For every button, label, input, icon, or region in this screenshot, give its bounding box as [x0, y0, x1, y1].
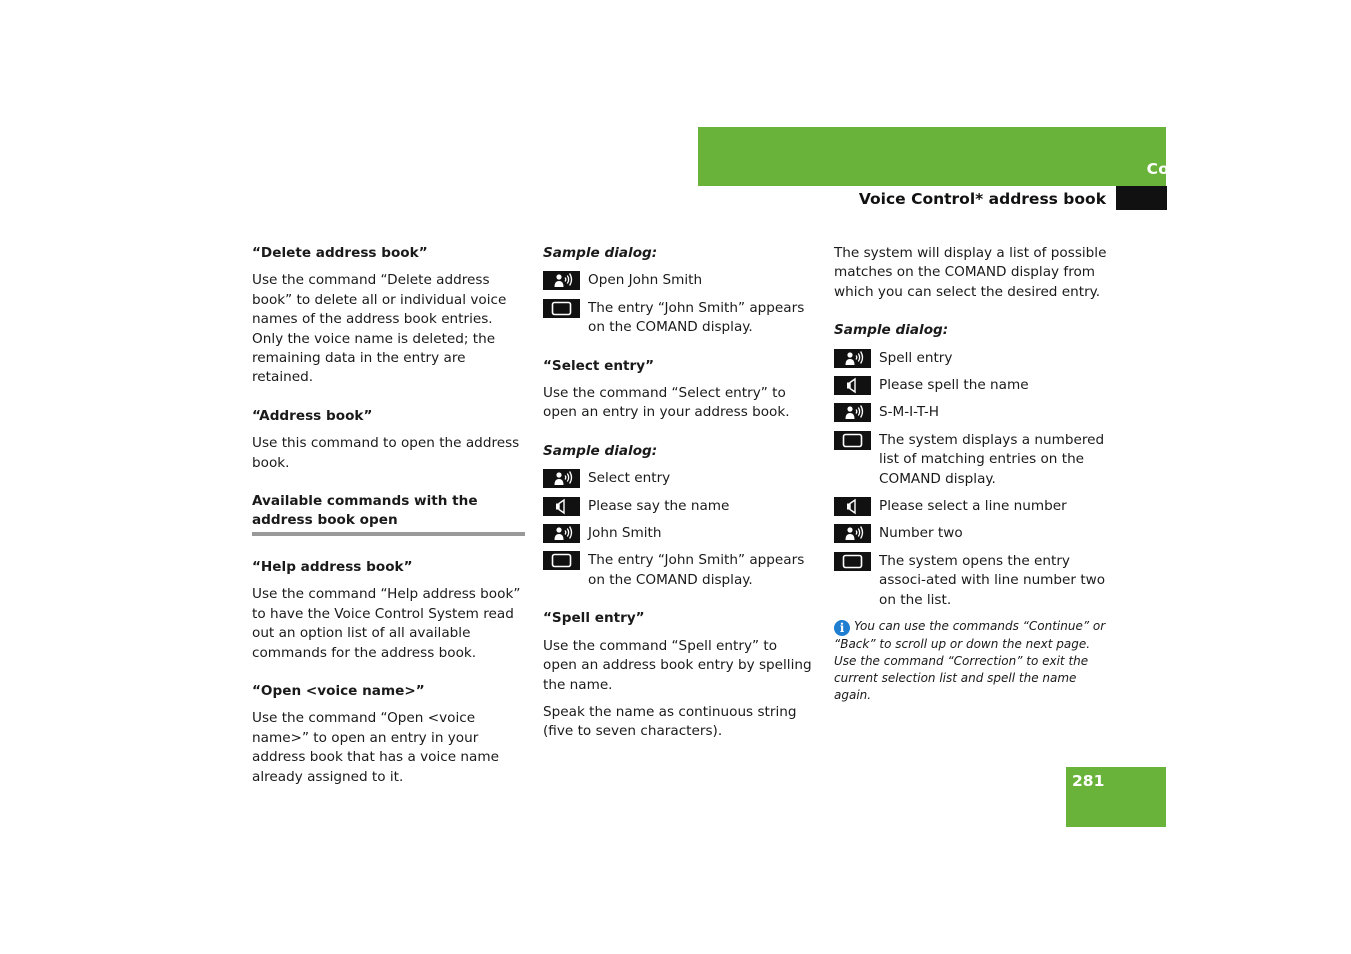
- paragraph-delete-address-book: Use the command “Delete address book” to delete all or individual voice names of the address book entries. Only the voice name is deleted; the remaining data in the entry are retained.: [252, 272, 507, 386]
- dialog-step: [834, 403, 1109, 422]
- paragraph-open-voice-name: Use the command “Open <voice name>” to open an entry in your address book that has a voice name already assigned to it.: [252, 710, 499, 785]
- info-note-text: You can use the commands “Continue” or “Back” to scroll up or down the next page. Use the command “Correction” to exit the current selection list and spell the name again.: [834, 619, 1106, 703]
- dialog-step-text: Open John Smith: [588, 272, 703, 289]
- dialog-step-text: Please say the name: [588, 497, 730, 514]
- dialog-step: [834, 497, 1109, 516]
- column-2: [543, 244, 815, 750]
- paragraph-spell-continuous: Speak the name as continuous string (five to seven characters).: [543, 703, 797, 740]
- info-icon: i: [834, 620, 850, 636]
- dialog-step-text: Please select a line number: [879, 498, 1067, 515]
- column-3: [834, 244, 1109, 704]
- speaking-person-icon: [543, 469, 580, 488]
- dialog-step-text: The entry “John Smith” appears on the COMAND display.: [588, 299, 805, 336]
- subsection-title: Voice Control* address book: [858, 190, 1106, 208]
- paragraph-help-address-book: Use the command “Help address book” to have the Voice Control System read out an option list of all available commands for the address book.: [252, 586, 521, 661]
- info-note: [834, 618, 1109, 704]
- speaking-person-icon: [834, 524, 871, 543]
- dialog-step-text: The system opens the entry associ-ated with line number two on the list.: [879, 552, 1106, 608]
- dialog-list: [543, 271, 815, 337]
- dialog-step-text: Select entry: [588, 470, 671, 487]
- dialog-step-text: Spell entry: [879, 349, 953, 366]
- heading-select-entry: “Select entry”: [543, 357, 655, 374]
- header-green-bar: [698, 127, 1166, 186]
- paragraph-list-intro: The system will display a list of possible matches on the COMAND display from which you can select the desired entry.: [834, 245, 1107, 300]
- heading-delete-address-book: “Delete address book”: [252, 245, 428, 261]
- heading-open-voice-name: “Open <voice name>”: [252, 682, 425, 699]
- dialog-step: [543, 551, 815, 590]
- dialog-step: [834, 552, 1109, 610]
- display-icon: [834, 552, 871, 571]
- heading-help-address-book: “Help address book”: [252, 558, 413, 575]
- speaker-icon: [543, 497, 580, 516]
- page-number-box: [1066, 767, 1166, 827]
- dialog-step-text: S-M-I-T-H: [879, 404, 940, 421]
- dialog-step: [834, 524, 1109, 543]
- paragraph-spell-entry: Use the command “Spell entry” to open an address book entry by spelling the name.: [543, 637, 812, 693]
- heading-available-commands: Available commands with the address book open: [252, 492, 525, 536]
- dialog-step: [543, 497, 815, 516]
- dialog-step-text: Number two: [879, 525, 963, 542]
- display-icon: [834, 431, 871, 450]
- speaking-person-icon: [543, 524, 580, 543]
- dialog-step: [543, 299, 815, 338]
- sample-dialog-label: Sample dialog:: [543, 245, 658, 261]
- dialog-step: [543, 271, 815, 290]
- speaker-icon: [834, 497, 871, 516]
- sample-dialog-label: Sample dialog:: [834, 322, 949, 339]
- dialog-step: [543, 469, 815, 488]
- section-title: Control systems: [1146, 160, 1291, 178]
- speaking-person-icon: [834, 403, 871, 422]
- dialog-step: [834, 431, 1109, 489]
- dialog-list: [543, 469, 815, 590]
- paragraph-select-entry: Use the command “Select entry” to open an entry in your address book.: [543, 385, 790, 421]
- dialog-step-text: Please spell the name: [879, 377, 1029, 394]
- sample-dialog-label: Sample dialog:: [543, 442, 658, 459]
- dialog-list: [834, 349, 1109, 610]
- page-number: 281: [1072, 772, 1105, 790]
- display-icon: [543, 299, 580, 318]
- dialog-step: [834, 349, 1109, 368]
- dialog-step-text: John Smith: [588, 525, 662, 542]
- header-black-tab: [1116, 186, 1167, 210]
- display-icon: [543, 551, 580, 570]
- dialog-step: [543, 524, 815, 543]
- dialog-step-text: The entry “John Smith” appears on the COMAND display.: [588, 552, 805, 588]
- speaking-person-icon: [543, 271, 580, 290]
- speaker-icon: [834, 376, 871, 395]
- heading-address-book: “Address book”: [252, 407, 373, 424]
- dialog-step: [834, 376, 1109, 395]
- dialog-step-text: The system displays a numbered list of matching entries on the COMAND display.: [879, 431, 1105, 487]
- column-1: [252, 244, 525, 795]
- heading-spell-entry: “Spell entry”: [543, 610, 645, 627]
- paragraph-address-book: Use this command to open the address book.: [252, 435, 520, 471]
- speaking-person-icon: [834, 349, 871, 368]
